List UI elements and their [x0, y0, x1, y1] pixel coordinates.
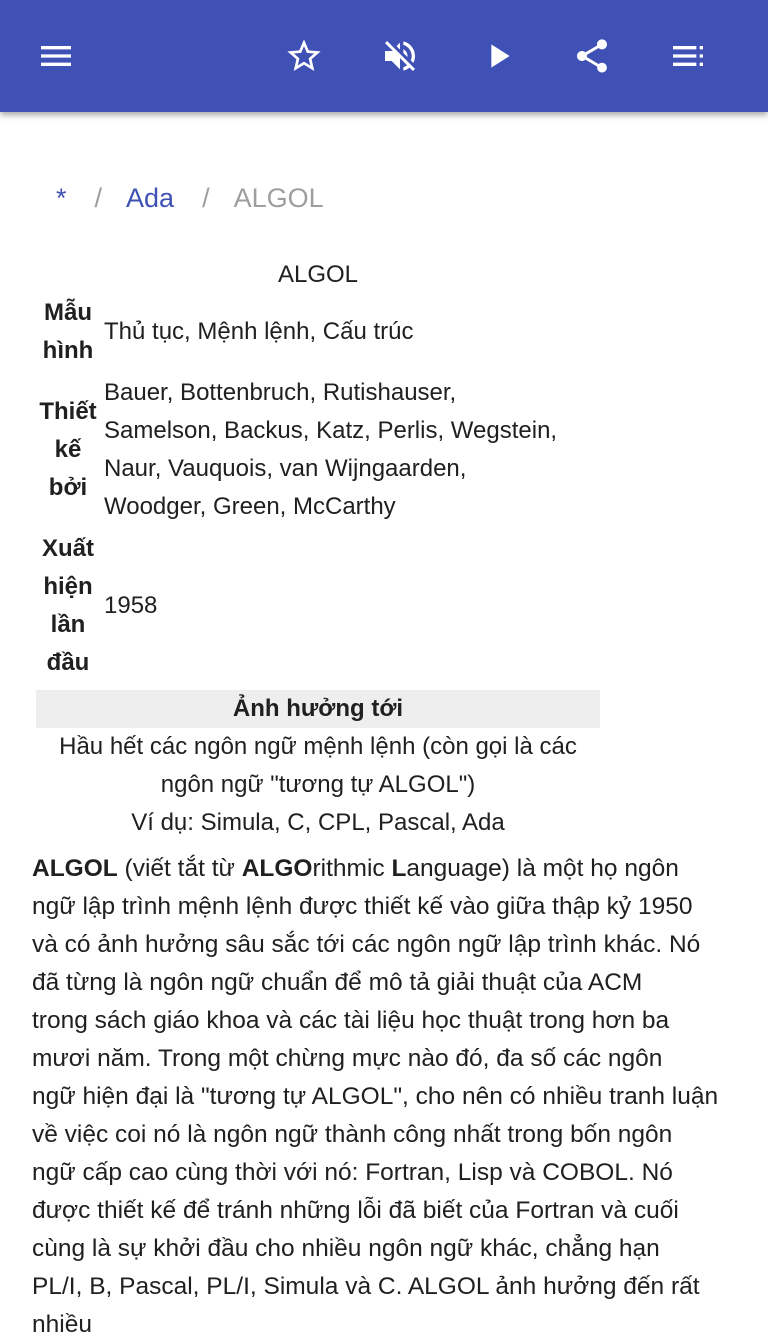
article-line: và có ảnh hưởng sâu sắc tới các ngôn ngữ lập trình khác. Nó — [32, 931, 701, 958]
value-line: Thủ tục, Mệnh lệnh, Cấu trúc — [104, 318, 414, 345]
article-line: cùng là sự khởi đầu cho nhiều ngôn ngữ khác, chẳng hạn — [32, 1235, 660, 1262]
article-text: anguage) là một họ ngôn — [406, 855, 679, 882]
share-icon — [572, 36, 612, 76]
label-line: Xuất — [41, 535, 94, 562]
menu-icon — [36, 36, 76, 76]
infobox-label — [36, 393, 100, 507]
share-button[interactable] — [564, 28, 620, 84]
label-line: đầu — [46, 649, 90, 676]
menu-button[interactable] — [28, 28, 84, 84]
star-icon — [284, 36, 324, 76]
label-line: Thiết — [39, 398, 97, 425]
article-line: mươi năm. Trong một chừng mực nào đó, đa số các ngôn — [32, 1045, 663, 1072]
label-line: Mẫu — [44, 299, 92, 326]
infobox-row-designed-by — [36, 374, 600, 526]
mute-button[interactable] — [372, 28, 428, 84]
article-term: ALGOL — [32, 855, 118, 882]
breadcrumb — [56, 178, 324, 218]
value-line: Naur, Vauquois, van Wijngaarden, — [104, 455, 467, 482]
value-line: Samelson, Backus, Katz, Perlis, Wegstein, — [104, 417, 558, 444]
value-line: Bauer, Bottenbruch, Rutishauser, — [104, 379, 457, 406]
article-line: về việc coi nó là ngôn ngữ thành công nhất trong bốn ngôn — [32, 1121, 673, 1148]
article-line: ngữ hiện đại là "tương tự ALGOL", cho nên có nhiều tranh luận — [32, 1083, 719, 1110]
article-term: L — [391, 855, 407, 882]
article-line: được thiết kế để tránh những lỗi đã biết của Fortran và cuối — [32, 1197, 679, 1224]
label-line: kế — [54, 436, 82, 463]
article-body — [32, 850, 738, 1344]
label-line: hiện — [43, 573, 93, 600]
infobox — [36, 256, 600, 842]
label-line: hình — [42, 337, 94, 364]
article-text: (viết tắt từ — [117, 855, 242, 882]
breadcrumb-current: ALGOL — [233, 183, 324, 213]
infobox-label — [36, 294, 100, 370]
favorite-button[interactable] — [276, 28, 332, 84]
breadcrumb-home-link[interactable]: * — [56, 183, 67, 213]
label-line: lần — [50, 611, 86, 638]
value-line: Woodger, Green, McCarthy — [104, 493, 396, 520]
article-text: rithmic — [312, 855, 392, 882]
influence-line: Hầu hết các ngôn ngữ mệnh lệnh (còn gọi là các — [59, 733, 577, 760]
infobox-value — [100, 313, 600, 351]
article-line — [32, 850, 738, 888]
app-toolbar — [0, 0, 768, 112]
infobox-value — [100, 587, 600, 625]
article-line: đã từng là ngôn ngữ chuẩn để mô tả giải thuật của ACM — [32, 969, 643, 996]
article-line: trong sách giáo khoa và các tài liệu học thuật trong hơn ba — [32, 1007, 670, 1034]
article-line: ngữ cấp cao cùng thời với nó: Fortran, Lisp và COBOL. Nó — [32, 1159, 673, 1186]
influence-line: Ví dụ: Simula, C, CPL, Pascal, Ada — [131, 809, 505, 836]
value-line: 1958 — [104, 592, 158, 619]
article-term: ALGO — [241, 855, 313, 882]
infobox-label — [36, 530, 100, 682]
infobox-section-title: Ảnh hưởng tới — [36, 690, 600, 728]
toc-button[interactable] — [660, 28, 716, 84]
list-icon — [668, 36, 708, 76]
breadcrumb-separator: / — [202, 183, 210, 213]
play-button[interactable] — [470, 28, 526, 84]
infobox-value — [100, 374, 600, 526]
article-line: ngữ lập trình mệnh lệnh được thiết kế vào giữa thập kỷ 1950 — [32, 893, 693, 920]
infobox-influence — [36, 728, 600, 842]
breadcrumb-parent-link[interactable]: Ada — [126, 183, 175, 213]
article-line: PL/I, B, Pascal, PL/I, Simula và C. ALGOL ảnh hưởng đến rất nhiều — [32, 1273, 700, 1338]
label-line: bởi — [48, 474, 88, 501]
infobox-row-first-appeared — [36, 530, 600, 682]
infobox-row-paradigm — [36, 294, 600, 370]
breadcrumb-separator: / — [94, 183, 103, 213]
play-icon — [478, 36, 518, 76]
influence-line: ngôn ngữ "tương tự ALGOL") — [160, 771, 476, 798]
infobox-title: ALGOL — [277, 261, 359, 288]
mute-icon — [380, 36, 420, 76]
